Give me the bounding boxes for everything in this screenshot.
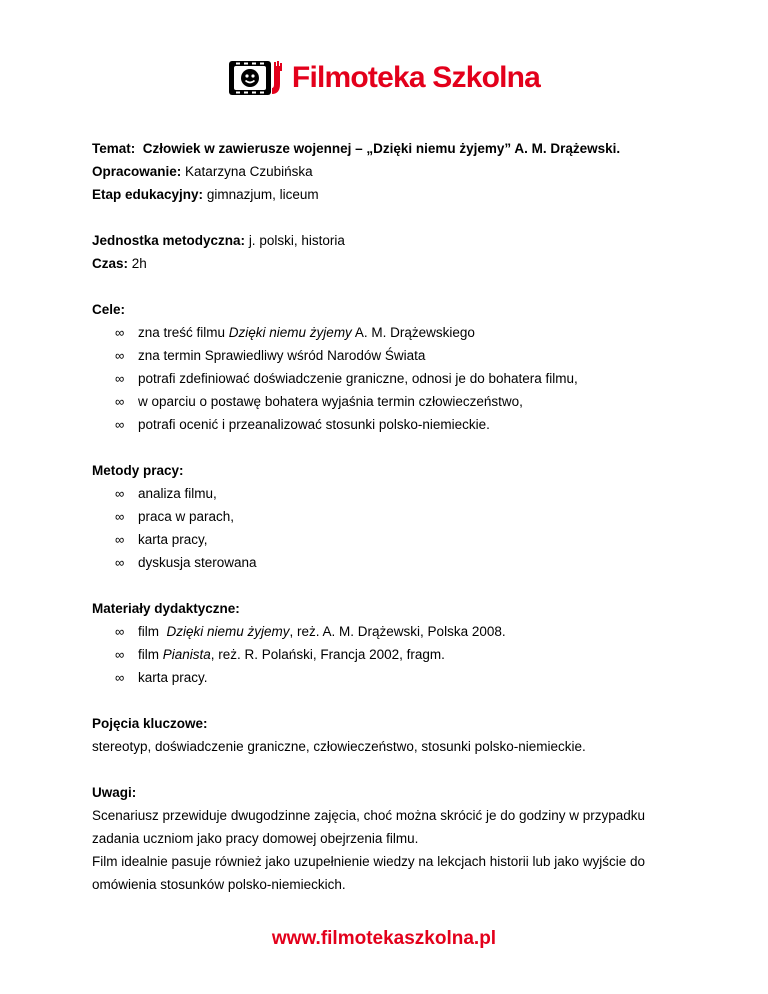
bullet-icon: ∞ bbox=[115, 555, 125, 570]
stage-value: gimnazjum, liceum bbox=[206, 187, 319, 202]
methods-heading: Metody pracy: bbox=[92, 463, 184, 478]
bullet-icon: ∞ bbox=[115, 394, 125, 409]
document-body bbox=[92, 137, 692, 896]
time-value: 2h bbox=[131, 256, 147, 271]
stage-line bbox=[92, 183, 692, 206]
bullet-icon: ∞ bbox=[115, 532, 125, 547]
material-item: ∞ film Dzięki niemu żyjemy, reż. A. M. Drążewski, Polska 2008. bbox=[92, 620, 692, 643]
time-line bbox=[92, 252, 692, 275]
bullet-icon: ∞ bbox=[115, 348, 125, 363]
material-item: ∞ karta pracy. bbox=[92, 666, 692, 689]
materials-list bbox=[92, 620, 692, 689]
time-label: Czas: bbox=[92, 256, 129, 271]
methods-list bbox=[92, 482, 692, 574]
bullet-icon: ∞ bbox=[115, 486, 125, 501]
author-line bbox=[92, 160, 692, 183]
bullet-icon: ∞ bbox=[115, 417, 125, 432]
goals-list bbox=[92, 321, 692, 436]
unit-label: Jednostka metodyczna: bbox=[92, 233, 246, 248]
bullet-icon: ∞ bbox=[115, 670, 125, 685]
bullet-icon: ∞ bbox=[115, 325, 125, 340]
keywords-text: stereotyp, doświadczenie graniczne, człowieczeństwo, stosunki polsko-niemieckie. bbox=[92, 739, 586, 754]
goal-item: ∞ potrafi ocenić i przeanalizować stosunki polsko-niemieckie. bbox=[92, 413, 692, 436]
author-value: Katarzyna Czubińska bbox=[185, 164, 313, 179]
method-item: ∞ dyskusja sterowana bbox=[92, 551, 692, 574]
author-label: Opracowanie: bbox=[92, 164, 182, 179]
notes-heading: Uwagi: bbox=[92, 785, 137, 800]
bullet-icon: ∞ bbox=[115, 624, 125, 639]
keywords-heading: Pojęcia kluczowe: bbox=[92, 716, 208, 731]
material-item: ∞ film Pianista, reż. R. Polański, Francja 2002, fragm. bbox=[92, 643, 692, 666]
stage-label: Etap edukacyjny: bbox=[92, 187, 204, 202]
goal-item: ∞ zna treść filmu Dzięki niemu żyjemy A. M. Drążewskiego bbox=[92, 321, 692, 344]
unit-line bbox=[92, 229, 692, 252]
method-item: ∞ praca w parach, bbox=[92, 505, 692, 528]
materials-heading: Materiały dydaktyczne: bbox=[92, 601, 240, 616]
notes-paragraph-1-line-2: zadania uczniom jako pracy domowej obejrzenia filmu. bbox=[92, 831, 419, 846]
bullet-icon: ∞ bbox=[115, 371, 125, 386]
notes-paragraph-2-line-1: Film idealnie pasuje również jako uzupełnienie wiedzy na lekcjach historii lub jako wyjście do bbox=[92, 854, 646, 869]
bullet-icon: ∞ bbox=[115, 509, 125, 524]
notes-paragraph-2-line-2: omówienia stosunków polsko-niemieckich. bbox=[92, 877, 346, 892]
topic-label: Temat: bbox=[92, 141, 136, 156]
goals-heading: Cele: bbox=[92, 302, 126, 317]
method-item: ∞ karta pracy, bbox=[92, 528, 692, 551]
film-camera-logo-icon bbox=[228, 60, 290, 96]
goal-item: ∞ w oparciu o postawę bohatera wyjaśnia termin człowieczeństwo, bbox=[92, 390, 692, 413]
footer-url-link[interactable]: www.filmotekaszkolna.pl bbox=[271, 928, 497, 949]
goal-item: ∞ zna termin Sprawiedliwy wśród Narodów Świata bbox=[92, 344, 692, 367]
unit-value: j. polski, historia bbox=[248, 233, 345, 248]
goal-item: ∞ potrafi zdefiniować doświadczenie graniczne, odnosi je do bohatera filmu, bbox=[92, 367, 692, 390]
bullet-icon: ∞ bbox=[115, 647, 125, 662]
topic-text: Człowiek w zawierusze wojennej – „Dzięki niemu żyjemy” A. M. Drążewski. bbox=[142, 141, 621, 156]
header-logo bbox=[0, 58, 768, 98]
method-item: ∞ analiza filmu, bbox=[92, 482, 692, 505]
notes-paragraph-1-line-1: Scenariusz przewiduje dwugodzinne zajęcia, choć można skrócić je do godziny w przypadku bbox=[92, 808, 646, 823]
topic-line bbox=[92, 137, 692, 160]
logo-text: Filmoteka Szkolna bbox=[291, 61, 541, 94]
